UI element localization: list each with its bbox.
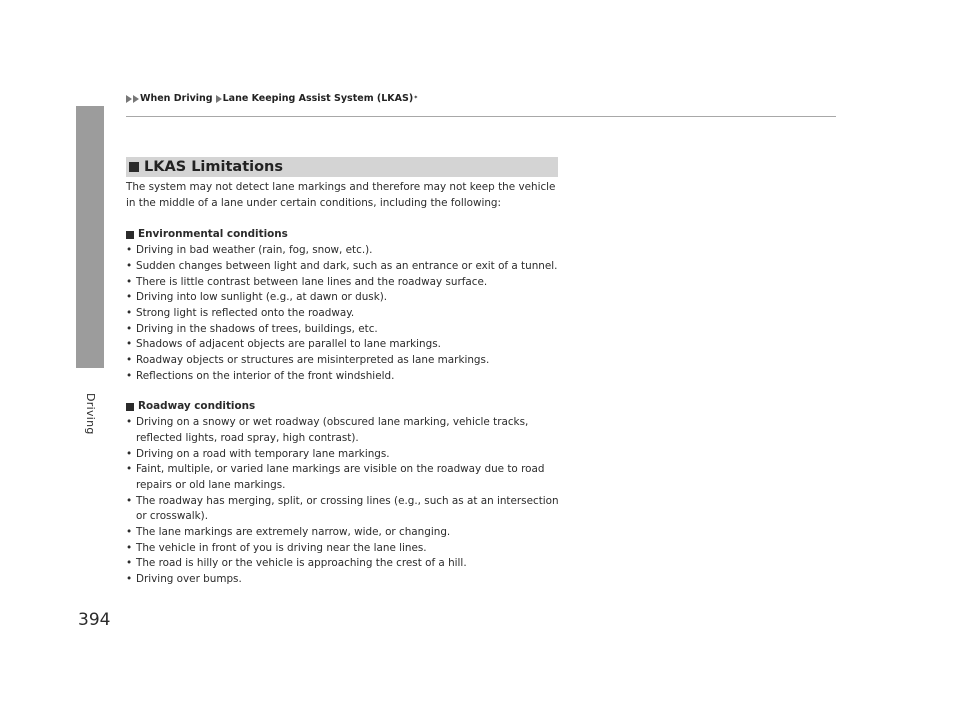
subheading-square-icon — [126, 231, 134, 239]
list-item: • Driving in the shadows of trees, buildings, etc. — [126, 322, 566, 338]
chapter-tab-marker — [76, 106, 104, 368]
section-heading — [126, 157, 558, 177]
page-number: 394 — [78, 610, 111, 630]
subheading-text: Environmental conditions — [138, 228, 288, 241]
list-item: • Strong light is reflected onto the roadway. — [126, 306, 566, 322]
subheading-environmental — [126, 227, 566, 243]
environmental-list — [126, 243, 566, 384]
list-item: • The vehicle in front of you is driving near the lane lines. — [126, 541, 566, 557]
list-item: • Driving in bad weather (rain, fog, snow, etc.). — [126, 243, 566, 259]
footnote-marker: * — [414, 95, 418, 102]
breadcrumb — [126, 93, 417, 104]
roadway-list — [126, 415, 566, 588]
breadcrumb-arrow-icon — [126, 95, 132, 103]
list-item: • Driving on a road with temporary lane markings. — [126, 447, 566, 463]
breadcrumb-arrow-icon — [133, 95, 139, 103]
subheading-text: Roadway conditions — [138, 400, 256, 413]
chapter-label: Driving — [84, 393, 97, 435]
breadcrumb-arrow-icon — [216, 95, 222, 103]
list-item: • Reflections on the interior of the front windshield. — [126, 369, 566, 385]
subheading-roadway — [126, 399, 566, 415]
list-item: • Shadows of adjacent objects are parallel to lane markings. — [126, 337, 566, 353]
intro-paragraph: The system may not detect lane markings and therefore may not keep the vehicle in the middle of a lane under certain conditions, including the following: — [126, 181, 556, 209]
list-item: • Roadway objects or structures are misinterpreted as lane markings. — [126, 353, 566, 369]
list-item: • The road is hilly or the vehicle is approaching the crest of a hill. — [126, 556, 566, 572]
heading-square-icon — [129, 162, 139, 172]
header-rule — [126, 116, 836, 117]
list-item: • The lane markings are extremely narrow, wide, or changing. — [126, 525, 566, 541]
list-item: • There is little contrast between lane lines and the roadway surface. — [126, 275, 566, 291]
section-title: LKAS Limitations — [144, 159, 284, 175]
breadcrumb-item[interactable]: When Driving — [140, 93, 213, 104]
list-item: • Faint, multiple, or varied lane markings are visible on the roadway due to road repairs or old lane markings. — [126, 462, 566, 493]
main-content — [126, 180, 566, 588]
subheading-square-icon — [126, 403, 134, 411]
list-item: • Driving on a snowy or wet roadway (obscured lane marking, vehicle tracks, reflected lights, road spray, high contrast). — [126, 415, 566, 446]
list-item: • Driving over bumps. — [126, 572, 566, 588]
list-item: • Driving into low sunlight (e.g., at dawn or dusk). — [126, 290, 566, 306]
breadcrumb-item[interactable]: Lane Keeping Assist System (LKAS) — [222, 93, 414, 104]
list-item: • Sudden changes between light and dark, such as an entrance or exit of a tunnel. — [126, 259, 566, 275]
list-item: • The roadway has merging, split, or crossing lines (e.g., such as at an intersection or crosswalk). — [126, 494, 566, 525]
